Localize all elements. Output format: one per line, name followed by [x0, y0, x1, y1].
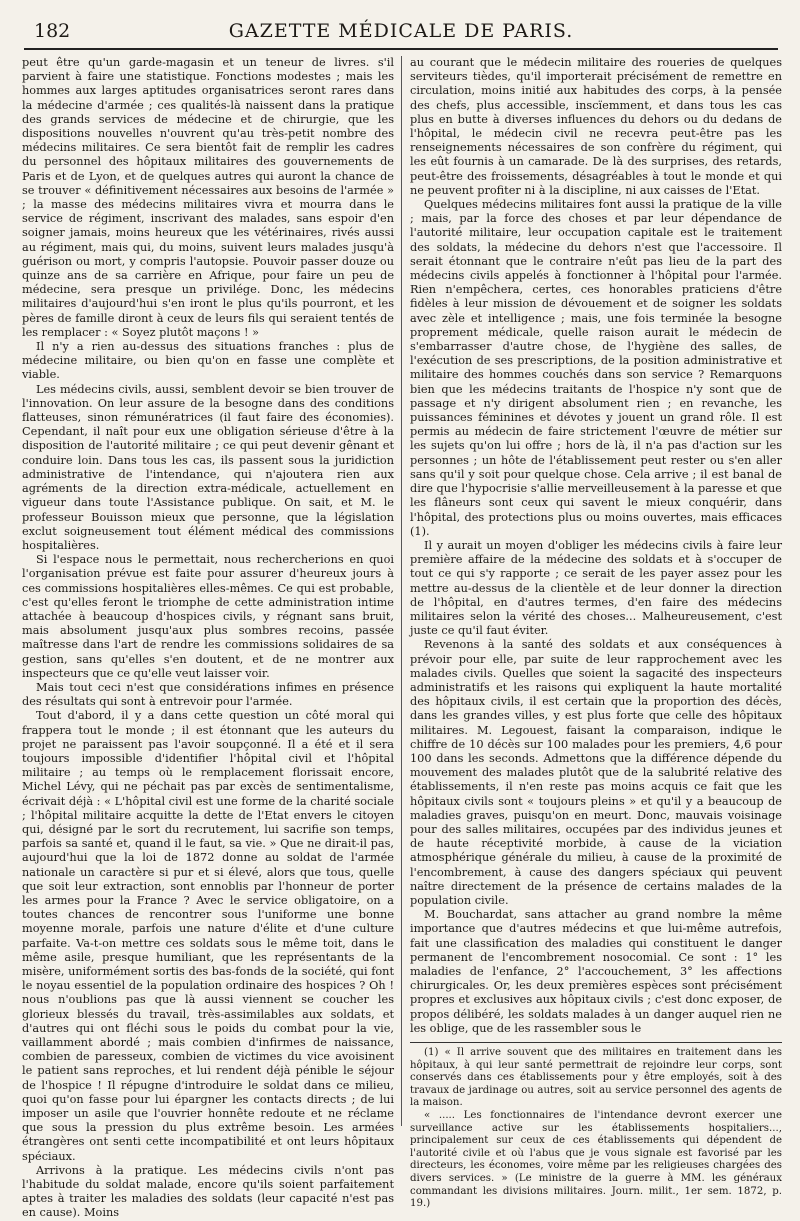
paragraph: Arrivons à la pratique. Les médecins civils n'ont pas l'habitude du soldat malade, encore qu'ils soient parfaitement aptes à traiter les maladies des soldats (leur capacité n'est pas en cause). Moins	[22, 1163, 394, 1220]
paragraph: Quelques médecins militaires font aussi la pratique de la ville ; mais, par la force des choses et par leur dépendance de l'autorité militaire, leur occupation capitale est le traitement des soldats, la médecine du dehors n'est que l'accessoire. Il serait étonnant que le contraire n'eût pas lieu de la part des médecins civils appelés à fonctionner à l'hôpital pour l'armée. Rien n'empêchera, certes, ces honorables praticiens d'être fidèles à leur mission de dévouement et de soigner les soldats avec zèle et intelligence ; mais, une fois terminée la besogne proprement médicale, quelle raison aurait le médecin de s'embarrasser d'autre chose, de l'hygiène des salles, de l'exécution de ses prescriptions, de la position administrative et militaire des hommes couchés dans son service ? Remarquons bien que les médecins traitants de l'hospice n'y sont que de passage et n'y dirigent absolument rien ; en revanche, les puissances féminines et dévotes y jouent un grand rôle. Il est permis au médecin de faire strictement l'œuvre de métier sur les sujets qu'on lui offre ; hors de là, il n'a pas d'action sur les personnes ; un hôte de l'établissement peut rester ou s'en aller sans qu'il y soit pour quelque chose. Cela arrive ; il est banal de dire que l'hypocrisie s'allie merveilleusement à la paresse et que les flâneurs sont ceux qui savent le mieux conquérir, dans l'hôpital, des protections plus ou moins ouvertes, mais efficaces (1).	[410, 198, 782, 538]
paragraph: Mais tout ceci n'est que considérations infimes en présence des résultats qui sont à entrevoir pour l'armée.	[22, 680, 394, 709]
paragraph: M. Bouchardat, sans attacher au grand nombre la même importance que d'autres médecins et que lui-même autrefois, fait une classification des maladies qui constituent le danger permanent de l'encombrement nosocomial. Ce sont : 1° les maladies de l'enfance, 2° l'accouchement, 3° les affections chirurgicales. Or, les deux premières espèces sont précisément propres et exclusives aux hôpitaux civils ; c'est donc exposer, de propos délibéré, les soldats malades à un danger auquel rien ne les oblige, que de les rassembler sous le	[410, 908, 782, 1035]
page-number: 182	[34, 20, 71, 42]
paragraph: Il n'y a rien au-dessus des situations franches : plus de médecine militaire, ou bien qu'on en fasse une complète et viable.	[22, 340, 394, 382]
footnote: (1) « Il arrive souvent que des militaires en traitement dans les hôpitaux, à qui leur santé permettrait de rejoindre leur corps, sont conservés dans ces établissements pour y être employés, soit à des travaux de jardinage ou autres, soit au service personnel des agents de la maison.	[410, 1047, 782, 1109]
paragraph: au courant que le médecin militaire des roueries de quelques serviteurs tièdes, qu'il importerait précisément de remettre en circulation, moins initié aux habitudes des corps, à la pensée des chefs, plus accessible, inscïemment, et dans tous les cas plus en butte à diverses influences du dehors ou du dedans de l'hôpital, le médecin civil ne recevra peut-être pas les renseignements nécessaires de son confrère du régiment, qui les eût fournis à un camarade. De là des surprises, des retards, peut-être des froissements, désagréables à tout le monde et qui ne peuvent profiter ni à la discipline, ni aux caisses de l'Etat.	[410, 56, 782, 197]
footnote: « ..... Les fonctionnaires de l'intendance devront exercer une surveillance active sur les établissements hospitaliers..., principalement sur ceux de ces établissements qui dépendent de l'autorité civile et où l'abus que je vous signale est favorisé par les directeurs, les économes, voire même par les religieuses chargées des divers services. » (Le ministre de la guerre à MM. les généraux commandant les divisions militaires. Journ. milit., 1er sem. 1872, p. 19.)	[410, 1109, 782, 1210]
paragraph: Si l'espace nous le permettait, nous rechercherions en quoi l'organisation prévue est faite pour assurer d'heureux jours à ces commissions hospitalières elles-mêmes. Ce qui est probable, c'est qu'elles feront le triomphe de cette administration intime attachée à beaucoup d'hospices civils, y régnant sans bruit, mais absolument jusqu'aux plus sombres recoins, passée maîtresse dans l'art de rendre les commissions solidaires de sa gestion, sans qu'elles s'en doutent, et de ne montrer aux inspecteurs que ce qu'elle veut laisser voir.	[22, 553, 394, 680]
footnote-rule	[410, 1042, 782, 1043]
paragraph: Revenons à la santé des soldats et aux conséquences à prévoir pour elle, par suite de leur rapprochement avec les malades civils. Quelles que soient la sagacité des inspecteurs administratifs et les raisons qui expliquent la haute mortalité des hôpitaux civils, il est certain que la proportion des décès, dans les grandes villes, y est plus forte que celle des hôpitaux militaires. M. Legouest, faisant la comparaison, indique le chiffre de 10 décès sur 100 malades pour les premiers, 4,6 pour 100 dans les seconds. Admettons que la différence dépende du mouvement des malades plutôt que de la salubrité relative des établissements, il n'en reste pas moins acquis ce fait que les hôpitaux civils sont « toujours pleins » et qu'il y a beaucoup de maladies graves, puisqu'on en meurt. Donc, mauvais voisinage pour des salles militaires, occupées par des individus jeunes et de haute réceptivité morbide, à cause de la viciation atmosphérique générale du milieu, à cause de la proximité de l'encombrement, à cause des dangers spéciaux qui peuvent naître directement de la présence de certains malades de la population civile.	[410, 638, 782, 907]
right-column	[410, 56, 782, 1210]
journal-title: GAZETTE MÉDICALE DE PARIS.	[228, 20, 574, 42]
column-divider	[401, 56, 402, 1126]
paragraph: peut être qu'un garde-magasin et un teneur de livres. s'il parvient à faire une statistique. Fonctions modestes ; mais les hommes aux larges aptitudes organisatrices seront rares dans la médecine d'armée ; ces qualités-là naissent dans la pratique des grands services de médecine et de chirurgie, que les dispositions nouvelles n'ouvrent qu'au très-petit nombre des médecins militaires. Ce sera bientôt fait de remplir les cadres du personnel des hôpitaux militaires des gouvernements de Paris et de Lyon, et de quelques autres qui auront la chance de se trouver « définitivement nécessaires aux besoins de l'armée » ; la masse des médecins militaires vivra et mourra dans le service de régiment, inscrivant des malades, sans espoir d'en soigner jamais, moins heureux que les vétérinaires, rivés aussi au régiment, mais qui, du moins, suivent leurs malades jusqu'à guérison ou mort, y compris l'autopsie. Pouvoir passer douze ou quinze ans de sa carrière en Afrique, pour faire un peu de médecine, sera presque un privilége. Donc, les médecins militaires d'aujourd'hui s'en iront le plus qu'ils pourront, et les pères de famille diront à ceux de leurs fils qui seraient tentés de les remplacer : « Soyez plutôt maçons ! »	[22, 56, 394, 339]
paragraph: Tout d'abord, il y a dans cette question un côté moral qui frappera tout le monde ; il est étonnant que les auteurs du projet ne paraissent pas l'avoir soupçonné. Il a été et il sera toujours impossible d'identifier l'hôpital civil et l'hôpital militaire ; au temps où le remplacement florissait encore, Michel Lévy, qui ne péchait pas par excès de sentimentalisme, écrivait déjà : « L'hôpital civil est une forme de la charité sociale ; l'hôpital militaire acquitte la dette de l'Etat envers le citoyen qui, désigné par le sort du recrutement, lui sacrifie son temps, parfois sa santé et, quand il le faut, sa vie. » Que ne dirait-il pas, aujourd'hui que la loi de 1872 donne au soldat de l'armée nationale un caractère si pur et si élevé, alors que tous, quelle que soit leur extraction, sont ennoblis par l'honneur de porter les armes pour la France ? Avec le service obligatoire, on a toutes chances de rencontrer sous l'uniforme une bonne moyenne morale, parfois une nature d'élite et d'une culture parfaite. Va-t-on mettre ces soldats sous le même toit, dans le même asile, presque humiliant, que les représentants de la misère, uniformément sortis des bas-fonds de la société, qui font le noyau essentiel de la population ordinaire des hospices ? Oh ! nous n'oublions pas que là aussi viennent se coucher les glorieux blessés du travail, très-assimilables aux soldats, et d'autres qui ont fléchi sous le poids du combat pour la vie, vaillamment abordé ; mais combien d'infirmes de naissance, combien de paresseux, combien de victimes du vice avoisinent le patient sans reproches, et lui rendent déjà pénible le séjour de l'hospice ! Il répugne d'introduire le soldat dans ce milieu, quoi qu'on fasse pour lui épargner les contacts directs ; de lui imposer un asile que l'ouvrier honnête redoute et ne réclame que sous la pression du plus extrême besoin. Les armées étrangères ont senti cette incompatibilité et ont leurs hôpitaux spéciaux.	[22, 709, 394, 1163]
left-column	[22, 56, 394, 1220]
paragraph: Les médecins civils, aussi, semblent devoir se bien trouver de l'innovation. On leur assure de la besogne dans des conditions flatteuses, sinon rémunératrices (il faut faire des économies). Cependant, il naît pour eux une obligation sérieuse d'être à la disposition de l'autorité militaire ; ce qui peut devenir gênant et conduire loin. Dans tous les cas, ils passent sous la juridiction administrative de l'intendance, qui n'ajoutera rien aux agréments de la direction extra-médicale, actuellement en vigueur dans toute l'Assistance publique. On sait, et M. le professeur Bouisson mieux que personne, que la législation exclut soigneusement tout élément médical des commissions hospitalières.	[22, 382, 394, 552]
page-header	[24, 14, 778, 50]
paragraph: Il y aurait un moyen d'obliger les médecins civils à faire leur première affaire de la médecine des soldats et à s'occuper de tout ce qui s'y rapporte ; ce serait de les payer assez pour les mettre au-dessus de la clientèle et de leur donner la direction de l'hôpital, en d'autres termes, d'en faire des médecins militaires selon la vérité des choses... Malheureusement, c'est juste ce qu'il faut éviter.	[410, 538, 782, 638]
